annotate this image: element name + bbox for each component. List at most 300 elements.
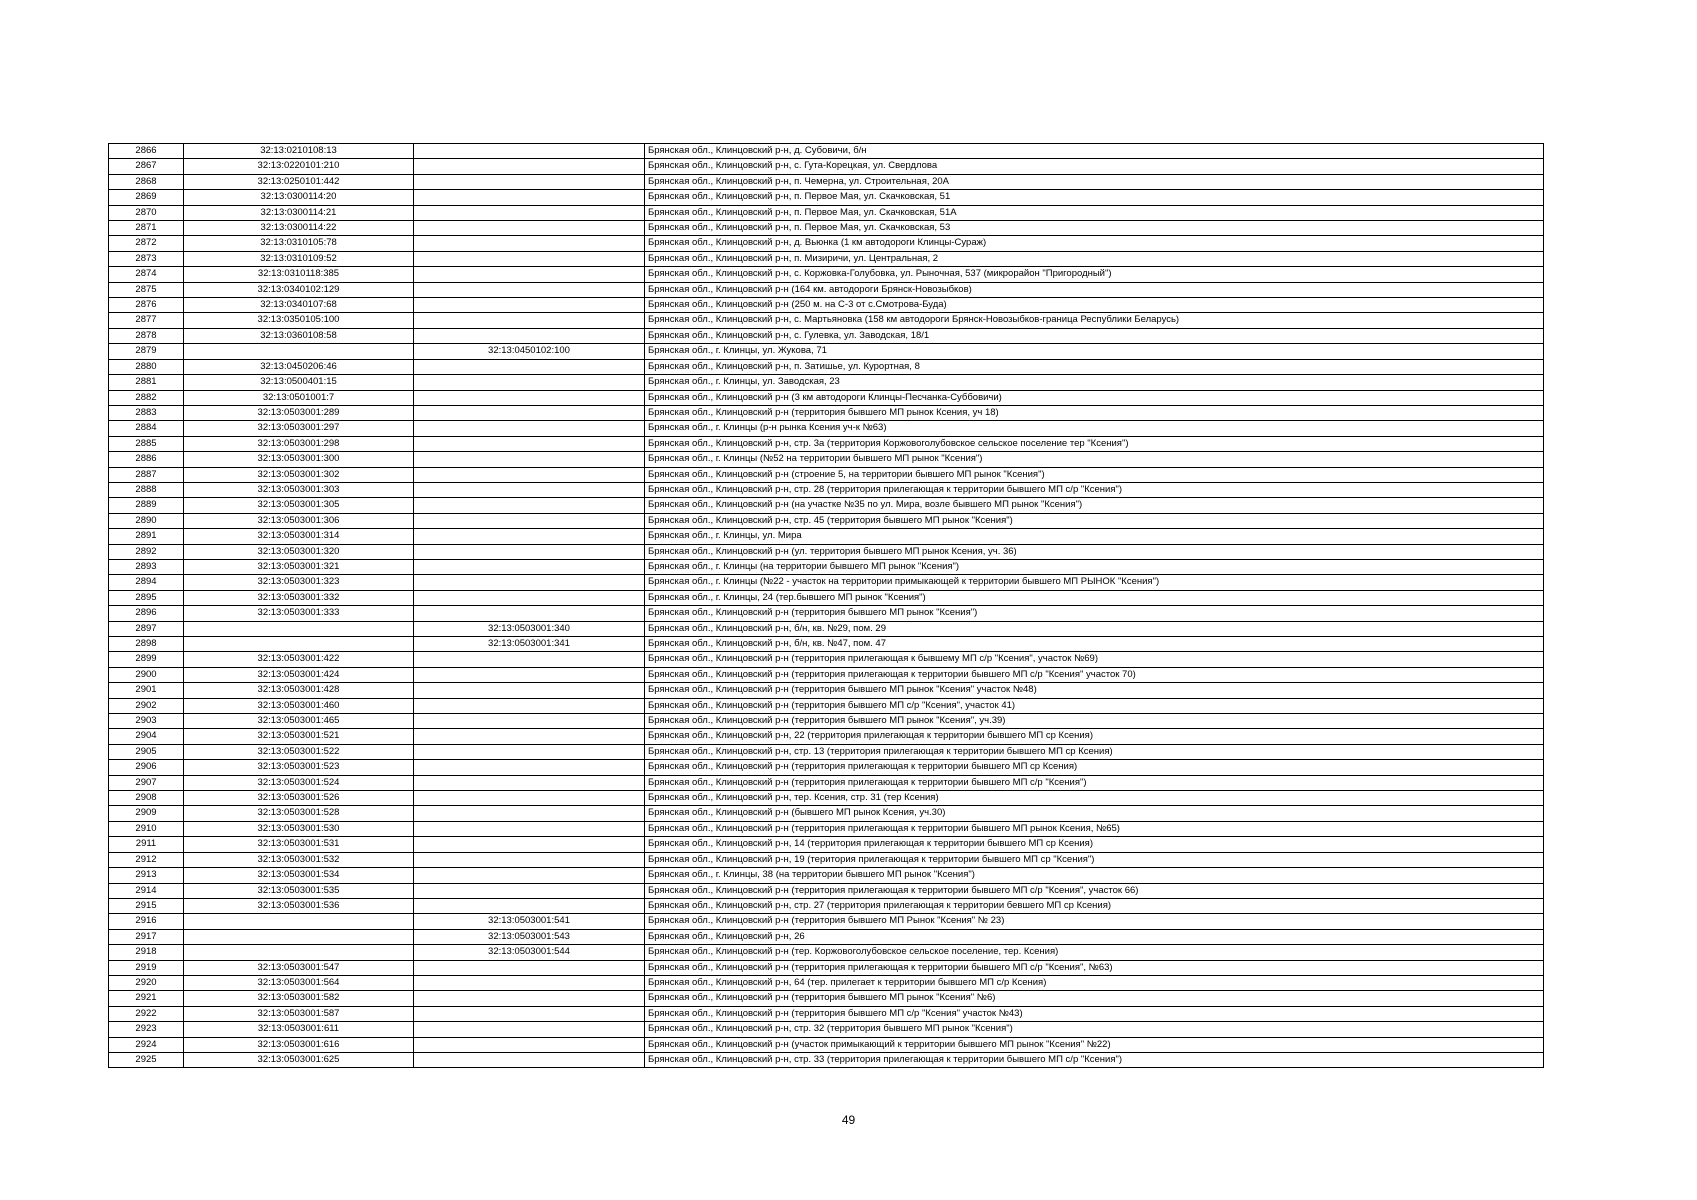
cadastral-number-cell: 32:13:0503001:582 (184, 991, 414, 1006)
table-row (109, 405, 1544, 420)
row-number-cell: 2871 (109, 221, 184, 236)
table-row (109, 559, 1544, 574)
cadastral-number-cell: 32:13:0503001:530 (184, 821, 414, 836)
cadastral-number-alt-cell (414, 359, 645, 374)
address-cell: Брянская обл., Клинцовский р-н (на участке №35 по ул. Мира, возле бывшего МП рынок "Ксения") (645, 498, 1544, 513)
table-row (109, 868, 1544, 883)
cadastral-number-cell: 32:13:0503001:460 (184, 698, 414, 713)
row-number-cell: 2881 (109, 375, 184, 390)
row-number-cell: 2919 (109, 960, 184, 975)
address-cell: Брянская обл., г. Клинцы (р-н рынка Ксения уч-к №63) (645, 421, 1544, 436)
cadastral-number-alt-cell: 32:13:0450102:100 (414, 344, 645, 359)
cadastral-number-alt-cell (414, 498, 645, 513)
cadastral-number-alt-cell (414, 559, 645, 574)
table-row (109, 945, 1544, 960)
row-number-cell: 2918 (109, 945, 184, 960)
table-row (109, 991, 1544, 1006)
table-row (109, 821, 1544, 836)
table-row (109, 159, 1544, 174)
cadastral-number-alt-cell (414, 282, 645, 297)
table-row (109, 174, 1544, 189)
cadastral-number-alt-cell (414, 421, 645, 436)
cadastral-number-alt-cell (414, 744, 645, 759)
cadastral-number-cell: 32:13:0300114:21 (184, 205, 414, 220)
cadastral-number-alt-cell (414, 482, 645, 497)
table-row (109, 313, 1544, 328)
address-cell: Брянская обл., Клинцовский р-н (бывшего МП рынок Ксения, уч.30) (645, 806, 1544, 821)
address-cell: Брянская обл., Клинцовский р-н, с. Гулевка, ул. Заводская, 18/1 (645, 328, 1544, 343)
row-number-cell: 2909 (109, 806, 184, 821)
table-row (109, 282, 1544, 297)
cadastral-number-alt-cell (414, 791, 645, 806)
table-row (109, 760, 1544, 775)
row-number-cell: 2904 (109, 729, 184, 744)
table-row (109, 1006, 1544, 1021)
row-number-cell: 2893 (109, 559, 184, 574)
cadastral-number-alt-cell (414, 714, 645, 729)
address-cell: Брянская обл., Клинцовский р-н, п. Затишье, ул. Курортная, 8 (645, 359, 1544, 374)
address-cell: Брянская обл., Клинцовский р-н (территория прилегающая к территории бывшего МП с/р "Ксения", участок 66) (645, 883, 1544, 898)
row-number-cell: 2916 (109, 914, 184, 929)
cadastral-number-cell: 32:13:0503001:526 (184, 791, 414, 806)
address-cell: Брянская обл., Клинцовский р-н (164 км. автодороги Брянск-Новозыбков) (645, 282, 1544, 297)
table-row (109, 914, 1544, 929)
row-number-cell: 2883 (109, 405, 184, 420)
address-cell: Брянская обл., Клинцовский р-н (территория прилегающая к бывшему МП с/р "Ксения", участок №69) (645, 652, 1544, 667)
address-cell: Брянская обл., Клинцовский р-н, д. Субовичи, б/н (645, 144, 1544, 159)
cadastral-number-alt-cell: 32:13:0503001:544 (414, 945, 645, 960)
cadastral-number-alt-cell (414, 313, 645, 328)
address-cell: Брянская обл., Клинцовский р-н (территория прилегающая к территории бывшего МП ср Ксения) (645, 760, 1544, 775)
cadastral-number-cell: 32:13:0503001:289 (184, 405, 414, 420)
address-cell: Брянская обл., Клинцовский р-н, стр. 45 (территория бывшего МП рынок "Ксения") (645, 513, 1544, 528)
cadastral-number-alt-cell (414, 1052, 645, 1067)
row-number-cell: 2917 (109, 929, 184, 944)
cadastral-number-cell: 32:13:0310109:52 (184, 251, 414, 266)
cadastral-number-cell: 32:13:0360108:58 (184, 328, 414, 343)
table-row (109, 590, 1544, 605)
cadastral-number-alt-cell (414, 852, 645, 867)
row-number-cell: 2873 (109, 251, 184, 266)
cadastral-number-alt-cell (414, 760, 645, 775)
row-number-cell: 2868 (109, 174, 184, 189)
table-row (109, 775, 1544, 790)
row-number-cell: 2875 (109, 282, 184, 297)
cadastral-number-alt-cell (414, 898, 645, 913)
cadastral-number-alt-cell (414, 575, 645, 590)
address-cell: Брянская обл., Клинцовский р-н (территория бывшего МП рынок "Ксения" участок №48) (645, 683, 1544, 698)
page-number: 49 (841, 1113, 856, 1127)
cadastral-number-cell: 32:13:0503001:532 (184, 852, 414, 867)
address-cell: Брянская обл., Клинцовский р-н, 26 (645, 929, 1544, 944)
cadastral-number-cell: 32:13:0503001:616 (184, 1037, 414, 1052)
table-row (109, 729, 1544, 744)
cadastral-number-alt-cell: 32:13:0503001:543 (414, 929, 645, 944)
cadastral-number-cell: 32:13:0503001:303 (184, 482, 414, 497)
table-row (109, 714, 1544, 729)
row-number-cell: 2890 (109, 513, 184, 528)
row-number-cell: 2903 (109, 714, 184, 729)
cadastral-number-alt-cell (414, 975, 645, 990)
address-cell: Брянская обл., Клинцовский р-н, 19 (територия прилегающая к территории бывшего МП ср "Ксения") (645, 852, 1544, 867)
address-cell: Брянская обл., Клинцовский р-н, стр. 27 (территория прилегающая к территории бевшего МП ср Ксения) (645, 898, 1544, 913)
address-cell: Брянская обл., Клинцовский р-н (территория бывшего МП рынок "Ксения", уч.39) (645, 714, 1544, 729)
cadastral-number-alt-cell (414, 375, 645, 390)
row-number-cell: 2895 (109, 590, 184, 605)
table-row (109, 236, 1544, 251)
address-cell: Брянская обл., Клинцовский р-н (территория прилегающая к территории бывшего МП с/р "Ксения", №63) (645, 960, 1544, 975)
address-cell: Брянская обл., г. Клинцы (№22 - участок на территории примыкающей к территории бывшего МП РЫНОК "Ксения") (645, 575, 1544, 590)
address-cell: Брянская обл., Клинцовский р-н (участок примыкающий к территории бывшего МП рынок "Ксения" №22) (645, 1037, 1544, 1052)
row-number-cell: 2876 (109, 298, 184, 313)
address-cell: Брянская обл., Клинцовский р-н, 22 (территория прилегающая к территории бывшего МП ср Ксения) (645, 729, 1544, 744)
address-cell: Брянская обл., Клинцовский р-н, б/н, кв. №29, пом. 29 (645, 621, 1544, 636)
cadastral-number-alt-cell (414, 452, 645, 467)
address-cell: Брянская обл., Клинцовский р-н, п. Чемерна, ул. Строительная, 20А (645, 174, 1544, 189)
cadastral-number-alt-cell (414, 652, 645, 667)
row-number-cell: 2922 (109, 1006, 184, 1021)
cadastral-number-alt-cell (414, 683, 645, 698)
table-row (109, 359, 1544, 374)
cadastral-number-cell: 32:13:0503001:535 (184, 883, 414, 898)
address-cell: Брянская обл., Клинцовский р-н, тер. Ксения, стр. 31 (тер Ксения) (645, 791, 1544, 806)
cadastral-number-cell (184, 945, 414, 960)
table-row (109, 883, 1544, 898)
row-number-cell: 2899 (109, 652, 184, 667)
row-number-cell: 2886 (109, 452, 184, 467)
row-number-cell: 2889 (109, 498, 184, 513)
cadastral-number-cell: 32:13:0503001:522 (184, 744, 414, 759)
address-cell: Брянская обл., Клинцовский р-н, п. Первое Мая, ул. Скачковская, 53 (645, 221, 1544, 236)
cadastral-number-cell: 32:13:0340107:68 (184, 298, 414, 313)
cadastral-number-alt-cell (414, 529, 645, 544)
address-cell: Брянская обл., Клинцовский р-н, стр. 13 (территория прилегающая к территории бывшего МП ср Ксения) (645, 744, 1544, 759)
cadastral-number-alt-cell (414, 144, 645, 159)
row-number-cell: 2900 (109, 667, 184, 682)
cadastral-number-cell: 32:13:0503001:547 (184, 960, 414, 975)
row-number-cell: 2892 (109, 544, 184, 559)
cadastral-number-alt-cell: 32:13:0503001:341 (414, 637, 645, 652)
row-number-cell: 2915 (109, 898, 184, 913)
address-cell: Брянская обл., Клинцовский р-н, стр. 32 (территория бывшего МП рынок "Ксения") (645, 1022, 1544, 1037)
cadastral-number-alt-cell (414, 729, 645, 744)
cadastral-number-cell: 32:13:0503001:521 (184, 729, 414, 744)
row-number-cell: 2866 (109, 144, 184, 159)
address-cell: Брянская обл., г. Клинцы, ул. Заводская, 23 (645, 375, 1544, 390)
parcel-table-body (109, 144, 1544, 1068)
table-row (109, 1022, 1544, 1037)
cadastral-number-cell (184, 344, 414, 359)
address-cell: Брянская обл., Клинцовский р-н (250 м. на С-3 от с.Смотрова-Буда) (645, 298, 1544, 313)
table-row (109, 482, 1544, 497)
cadastral-number-alt-cell (414, 775, 645, 790)
table-row (109, 221, 1544, 236)
cadastral-number-cell: 32:13:0503001:625 (184, 1052, 414, 1067)
cadastral-number-cell: 32:13:0503001:298 (184, 436, 414, 451)
cadastral-number-alt-cell (414, 821, 645, 836)
cadastral-number-cell: 32:13:0220101:210 (184, 159, 414, 174)
table-row (109, 190, 1544, 205)
cadastral-number-alt-cell (414, 868, 645, 883)
address-cell: Брянская обл., Клинцовский р-н, п. Первое Мая, ул. Скачковская, 51А (645, 205, 1544, 220)
cadastral-number-alt-cell (414, 991, 645, 1006)
cadastral-number-cell: 32:13:0503001:536 (184, 898, 414, 913)
address-cell: Брянская обл., Клинцовский р-н, стр. 33 (территория прилегающая к территории бывшего МП с/р "Ксения") (645, 1052, 1544, 1067)
address-cell: Брянская обл., Клинцовский р-н (территория прилегающая к территории бывшего МП с/р "Ксения" участок 70) (645, 667, 1544, 682)
table-row (109, 898, 1544, 913)
cadastral-number-alt-cell: 32:13:0503001:340 (414, 621, 645, 636)
address-cell: Брянская обл., Клинцовский р-н, 64 (тер. прилегает к территории бывшего МП с/р Ксения) (645, 975, 1544, 990)
cadastral-number-alt-cell (414, 883, 645, 898)
cadastral-number-cell: 32:13:0250101:442 (184, 174, 414, 189)
address-cell: Брянская обл., Клинцовский р-н (территория бывшего МП с/р "Ксения" участок №43) (645, 1006, 1544, 1021)
table-row (109, 929, 1544, 944)
cadastral-number-alt-cell (414, 405, 645, 420)
row-number-cell: 2878 (109, 328, 184, 343)
cadastral-number-alt-cell (414, 390, 645, 405)
address-cell: Брянская обл., г. Клинцы, 24 (тер.бывшего МП рынок "Ксения") (645, 590, 1544, 605)
address-cell: Брянская обл., Клинцовский р-н, с. Коржовка-Голубовка, ул. Рыночная, 537 (микрорайон "Пригородный") (645, 267, 1544, 282)
cadastral-number-cell: 32:13:0450206:46 (184, 359, 414, 374)
row-number-cell: 2912 (109, 852, 184, 867)
cadastral-number-cell: 32:13:0503001:323 (184, 575, 414, 590)
table-row (109, 806, 1544, 821)
address-cell: Брянская обл., Клинцовский р-н (территория бывшего МП рынок Ксения, уч 18) (645, 405, 1544, 420)
address-cell: Брянская обл., Клинцовский р-н (3 км автодороги Клинцы-Песчанка-Суббовичи) (645, 390, 1544, 405)
address-cell: Брянская обл., Клинцовский р-н, п. Мизиричи, ул. Центральная, 2 (645, 251, 1544, 266)
row-number-cell: 2896 (109, 606, 184, 621)
table-row (109, 144, 1544, 159)
row-number-cell: 2924 (109, 1037, 184, 1052)
row-number-cell: 2872 (109, 236, 184, 251)
cadastral-number-cell: 32:13:0300114:20 (184, 190, 414, 205)
table-row (109, 344, 1544, 359)
cadastral-number-cell: 32:13:0503001:422 (184, 652, 414, 667)
row-number-cell: 2907 (109, 775, 184, 790)
address-cell: Брянская обл., Клинцовский р-н (ул. территория бывшего МП рынок Ксения, уч. 36) (645, 544, 1544, 559)
table-row (109, 298, 1544, 313)
table-row (109, 1037, 1544, 1052)
cadastral-number-cell (184, 621, 414, 636)
cadastral-number-cell: 32:13:0310105:78 (184, 236, 414, 251)
row-number-cell: 2870 (109, 205, 184, 220)
table-row (109, 436, 1544, 451)
row-number-cell: 2874 (109, 267, 184, 282)
row-number-cell: 2894 (109, 575, 184, 590)
cadastral-number-cell: 32:13:0503001:528 (184, 806, 414, 821)
address-cell: Брянская обл., Клинцовский р-н (территория бывшего МП с/р "Ксения", участок 41) (645, 698, 1544, 713)
cadastral-number-alt-cell (414, 267, 645, 282)
cadastral-number-alt-cell (414, 1022, 645, 1037)
cadastral-number-alt-cell (414, 328, 645, 343)
cadastral-number-cell: 32:13:0503001:297 (184, 421, 414, 436)
address-cell: Брянская обл., г. Клинцы, ул. Мира (645, 529, 1544, 544)
table-row (109, 621, 1544, 636)
table-row (109, 529, 1544, 544)
address-cell: Брянская обл., Клинцовский р-н (территория прилегающая к территории бывшего МП с/р "Ксения") (645, 775, 1544, 790)
row-number-cell: 2902 (109, 698, 184, 713)
cadastral-number-alt-cell (414, 251, 645, 266)
parcel-table (108, 143, 1544, 1068)
cadastral-number-alt-cell (414, 298, 645, 313)
address-cell: Брянская обл., Клинцовский р-н, стр. 28 (территория прилегающая к территории бывшего МП с/р "Ксения") (645, 482, 1544, 497)
table-row (109, 498, 1544, 513)
table-row (109, 667, 1544, 682)
address-cell: Брянская обл., Клинцовский р-н (территория прилегающая к территории бывшего МП рынок Ксения, №65) (645, 821, 1544, 836)
cadastral-number-cell: 32:13:0503001:314 (184, 529, 414, 544)
cadastral-number-alt-cell (414, 159, 645, 174)
cadastral-number-alt-cell (414, 1037, 645, 1052)
row-number-cell: 2923 (109, 1022, 184, 1037)
table-row (109, 421, 1544, 436)
row-number-cell: 2901 (109, 683, 184, 698)
address-cell: Брянская обл., Клинцовский р-н (территория бывшего МП рынок "Ксения" №6) (645, 991, 1544, 1006)
table-row (109, 791, 1544, 806)
row-number-cell: 2906 (109, 760, 184, 775)
cadastral-number-cell (184, 914, 414, 929)
cadastral-number-cell: 32:13:0503001:306 (184, 513, 414, 528)
table-row (109, 698, 1544, 713)
cadastral-number-alt-cell (414, 1006, 645, 1021)
table-row (109, 683, 1544, 698)
row-number-cell: 2891 (109, 529, 184, 544)
cadastral-number-cell: 32:13:0503001:534 (184, 868, 414, 883)
address-cell: Брянская обл., г. Клинцы (на территории бывшего МП рынок "Ксения") (645, 559, 1544, 574)
address-cell: Брянская обл., г. Клинцы, 38 (на территории бывшего МП рынок "Ксения") (645, 868, 1544, 883)
address-cell: Брянская обл., Клинцовский р-н, с. Гута-Корецкая, ул. Свердлова (645, 159, 1544, 174)
cadastral-number-cell: 32:13:0503001:428 (184, 683, 414, 698)
cadastral-number-cell: 32:13:0501001:7 (184, 390, 414, 405)
cadastral-number-alt-cell (414, 806, 645, 821)
address-cell: Брянская обл., г. Клинцы, ул. Жукова, 71 (645, 344, 1544, 359)
cadastral-number-cell: 32:13:0503001:305 (184, 498, 414, 513)
cadastral-number-alt-cell (414, 221, 645, 236)
table-row (109, 513, 1544, 528)
row-number-cell: 2898 (109, 637, 184, 652)
cadastral-number-cell: 32:13:0503001:333 (184, 606, 414, 621)
cadastral-number-cell: 32:13:0503001:465 (184, 714, 414, 729)
cadastral-number-cell: 32:13:0503001:302 (184, 467, 414, 482)
row-number-cell: 2911 (109, 837, 184, 852)
row-number-cell: 2913 (109, 868, 184, 883)
row-number-cell: 2877 (109, 313, 184, 328)
table-row (109, 960, 1544, 975)
table-row (109, 205, 1544, 220)
table-row (109, 606, 1544, 621)
cadastral-number-cell: 32:13:0340102:129 (184, 282, 414, 297)
table-row (109, 852, 1544, 867)
table-row (109, 390, 1544, 405)
cadastral-number-cell: 32:13:0503001:587 (184, 1006, 414, 1021)
row-number-cell: 2897 (109, 621, 184, 636)
cadastral-number-cell (184, 929, 414, 944)
row-number-cell: 2867 (109, 159, 184, 174)
cadastral-number-alt-cell (414, 436, 645, 451)
address-cell: Брянская обл., г. Клинцы (№52 на территории бывшего МП рынок "Ксения") (645, 452, 1544, 467)
address-cell: Брянская обл., Клинцовский р-н (территория бывшего МП Рынок "Ксения" № 23) (645, 914, 1544, 929)
row-number-cell: 2914 (109, 883, 184, 898)
table-row (109, 575, 1544, 590)
cadastral-number-cell: 32:13:0350105:100 (184, 313, 414, 328)
cadastral-number-cell: 32:13:0300114:22 (184, 221, 414, 236)
table-row (109, 837, 1544, 852)
cadastral-number-alt-cell (414, 467, 645, 482)
cadastral-number-cell: 32:13:0503001:321 (184, 559, 414, 574)
row-number-cell: 2884 (109, 421, 184, 436)
row-number-cell: 2879 (109, 344, 184, 359)
row-number-cell: 2880 (109, 359, 184, 374)
cadastral-number-alt-cell (414, 190, 645, 205)
cadastral-number-alt-cell (414, 236, 645, 251)
table-row (109, 744, 1544, 759)
address-cell: Брянская обл., Клинцовский р-н, п. Первое Мая, ул. Скачковская, 51 (645, 190, 1544, 205)
cadastral-number-cell: 32:13:0503001:524 (184, 775, 414, 790)
cadastral-number-cell: 32:13:0310118:385 (184, 267, 414, 282)
row-number-cell: 2887 (109, 467, 184, 482)
table-row (109, 652, 1544, 667)
address-cell: Брянская обл., Клинцовский р-н (строение 5, на территории бывшего МП рынок "Ксения") (645, 467, 1544, 482)
cadastral-number-alt-cell (414, 544, 645, 559)
cadastral-number-cell: 32:13:0503001:320 (184, 544, 414, 559)
cadastral-number-cell (184, 637, 414, 652)
cadastral-number-alt-cell (414, 667, 645, 682)
cadastral-number-alt-cell (414, 174, 645, 189)
row-number-cell: 2882 (109, 390, 184, 405)
row-number-cell: 2885 (109, 436, 184, 451)
table-row (109, 328, 1544, 343)
table-row (109, 544, 1544, 559)
table-row (109, 975, 1544, 990)
cadastral-number-cell: 32:13:0503001:611 (184, 1022, 414, 1037)
address-cell: Брянская обл., Клинцовский р-н (территория бывшего МП рынок "Ксения") (645, 606, 1544, 621)
cadastral-number-cell: 32:13:0210108:13 (184, 144, 414, 159)
address-cell: Брянская обл., Клинцовский р-н, 14 (территория прилегающая к территории бывшего МП ср Ксения) (645, 837, 1544, 852)
cadastral-number-alt-cell (414, 205, 645, 220)
cadastral-number-alt-cell (414, 606, 645, 621)
address-cell: Брянская обл., Клинцовский р-н, стр. 3а (территория Коржовоголубовское сельское поселение тер "Ксения") (645, 436, 1544, 451)
table-row (109, 375, 1544, 390)
cadastral-number-cell: 32:13:0503001:523 (184, 760, 414, 775)
cadastral-number-cell: 32:13:0500401:15 (184, 375, 414, 390)
address-cell: Брянская обл., Клинцовский р-н, д. Вьюнка (1 км автодороги Клинцы-Сураж) (645, 236, 1544, 251)
address-cell: Брянская обл., Клинцовский р-н, б/н, кв. №47, пом. 47 (645, 637, 1544, 652)
row-number-cell: 2908 (109, 791, 184, 806)
cadastral-number-cell: 32:13:0503001:531 (184, 837, 414, 852)
cadastral-number-cell: 32:13:0503001:424 (184, 667, 414, 682)
cadastral-number-alt-cell (414, 837, 645, 852)
row-number-cell: 2920 (109, 975, 184, 990)
cadastral-number-cell: 32:13:0503001:564 (184, 975, 414, 990)
row-number-cell: 2888 (109, 482, 184, 497)
table-row (109, 467, 1544, 482)
address-cell: Брянская обл., Клинцовский р-н (тер. Коржовоголубовское сельское поселение, тер. Ксения) (645, 945, 1544, 960)
cadastral-number-alt-cell: 32:13:0503001:541 (414, 914, 645, 929)
address-cell: Брянская обл., Клинцовский р-н, с. Мартьяновка (158 км автодороги Брянск-Новозыбков-граница Республики Беларусь) (645, 313, 1544, 328)
table-row (109, 267, 1544, 282)
cadastral-number-alt-cell (414, 513, 645, 528)
cadastral-number-cell: 32:13:0503001:300 (184, 452, 414, 467)
row-number-cell: 2921 (109, 991, 184, 1006)
table-row (109, 637, 1544, 652)
row-number-cell: 2925 (109, 1052, 184, 1067)
row-number-cell: 2910 (109, 821, 184, 836)
table-row (109, 251, 1544, 266)
table-row (109, 452, 1544, 467)
cadastral-number-alt-cell (414, 590, 645, 605)
row-number-cell: 2869 (109, 190, 184, 205)
cadastral-number-alt-cell (414, 698, 645, 713)
row-number-cell: 2905 (109, 744, 184, 759)
